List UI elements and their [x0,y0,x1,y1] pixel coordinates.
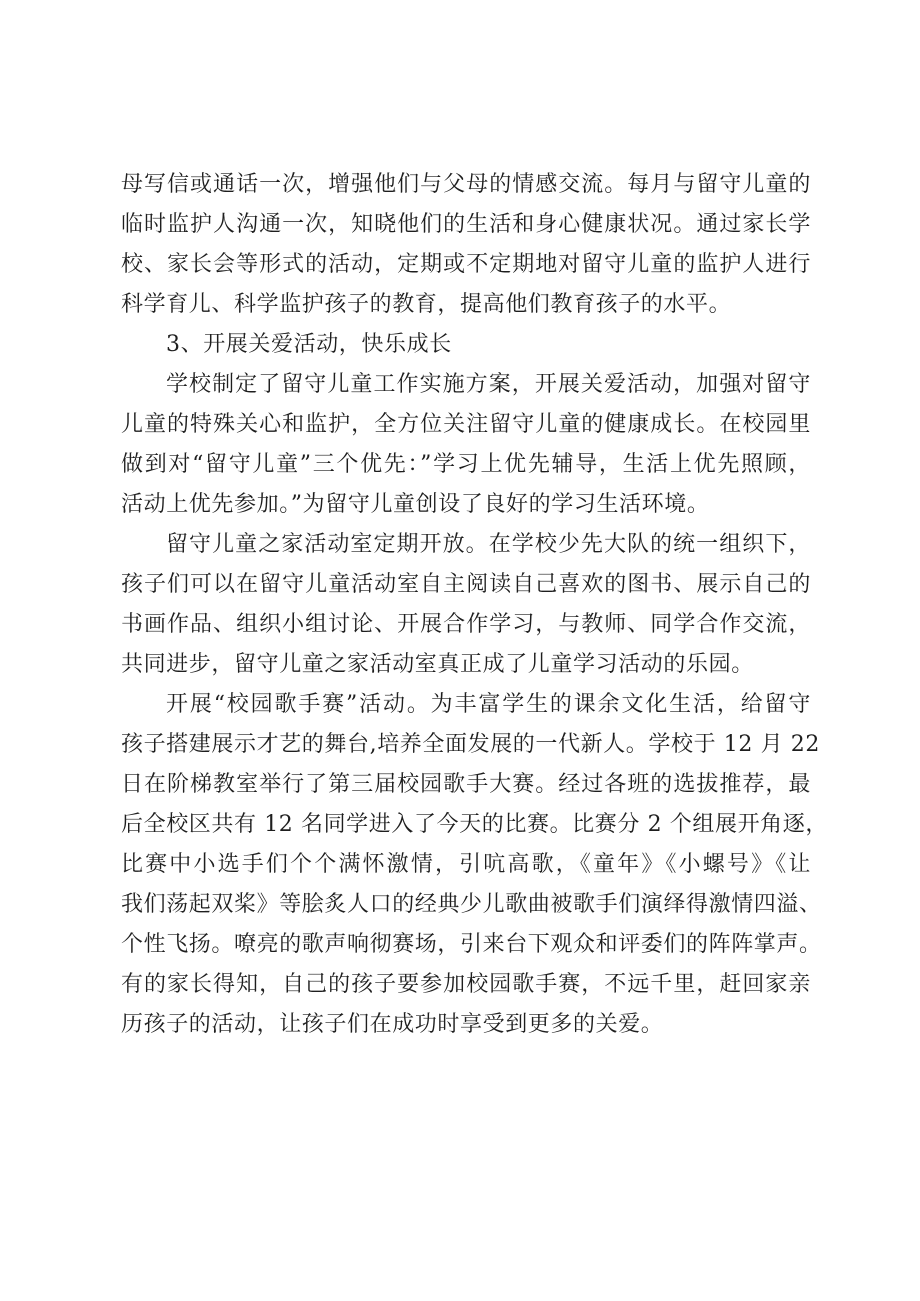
text-line: 母写信或通话一次，增强他们与父母的情感交流。每月与留守儿童的 [121,172,811,197]
text-line: 后全校区共有 12 名同学进入了今天的比赛。比赛分 2 个组展开角逐， [121,812,828,837]
section-heading: 3、开展关爱活动，快乐成长 [166,332,452,357]
text-line: 开展“校园歌手赛”活动。为丰富学生的课余文化生活，给留守 [166,692,811,717]
text-line: 比赛中小选手们个个满怀激情，引吭高歌，《童年》《小螺号》《让 [121,852,811,877]
text-line: 我们荡起双桨》等脍炙人口的经典少儿歌曲被歌手们演绎得激情四溢、 [121,892,822,917]
text-line: 孩子们可以在留守儿童活动室自主阅读自己喜欢的图书、展示自己的 [121,572,811,597]
text-line: 留守儿童之家活动室定期开放。在学校少先大队的统一组织下， [166,532,811,557]
text-line: 历孩子的活动，让孩子们在成功时享受到更多的关爱。 [121,1012,664,1037]
text-line: 做到对“留守儿童”三个优先：”学习上优先辅导，生活上优先照顾， [121,452,811,477]
text-line: 科学育儿、科学监护孩子的教育，提高他们教育孩子的水平。 [121,292,732,317]
text-line: 活动上优先参加。”为留守儿童创设了良好的学习生活环境。 [121,492,710,517]
text-line: 校、家长会等形式的活动，定期或不定期地对留守儿童的监护人进行 [121,252,811,277]
text-line: 儿童的特殊关心和监护，全方位关注留守儿童的健康成长。在校园里 [121,412,811,437]
text-line: 孩子搭建展示才艺的舞台,培养全面发展的一代新人。学校于 12 月 22 [121,732,820,757]
text-line: 临时监护人沟通一次，知晓他们的生活和身心健康状况。通过家长学 [121,212,811,237]
text-line: 个性飞扬。嘹亮的歌声响彻赛场，引来台下观众和评委们的阵阵掌声。 [121,932,822,957]
text-line: 书画作品、组织小组讨论、开展合作学习，与教师、同学合作交流， [121,612,811,637]
document-body [121,166,828,1046]
text-line: 共同进步，留守儿童之家活动室真正成了儿童学习活动的乐园。 [121,652,754,677]
text-line: 学校制定了留守儿童工作实施方案，开展关爱活动，加强对留守 [166,372,811,397]
text-line: 日在阶梯教室举行了第三届校园歌手大赛。经过各班的选拔推荐，最 [121,772,811,797]
text-line: 有的家长得知，自己的孩子要参加校园歌手赛，不远千里，赶回家亲 [121,972,811,997]
